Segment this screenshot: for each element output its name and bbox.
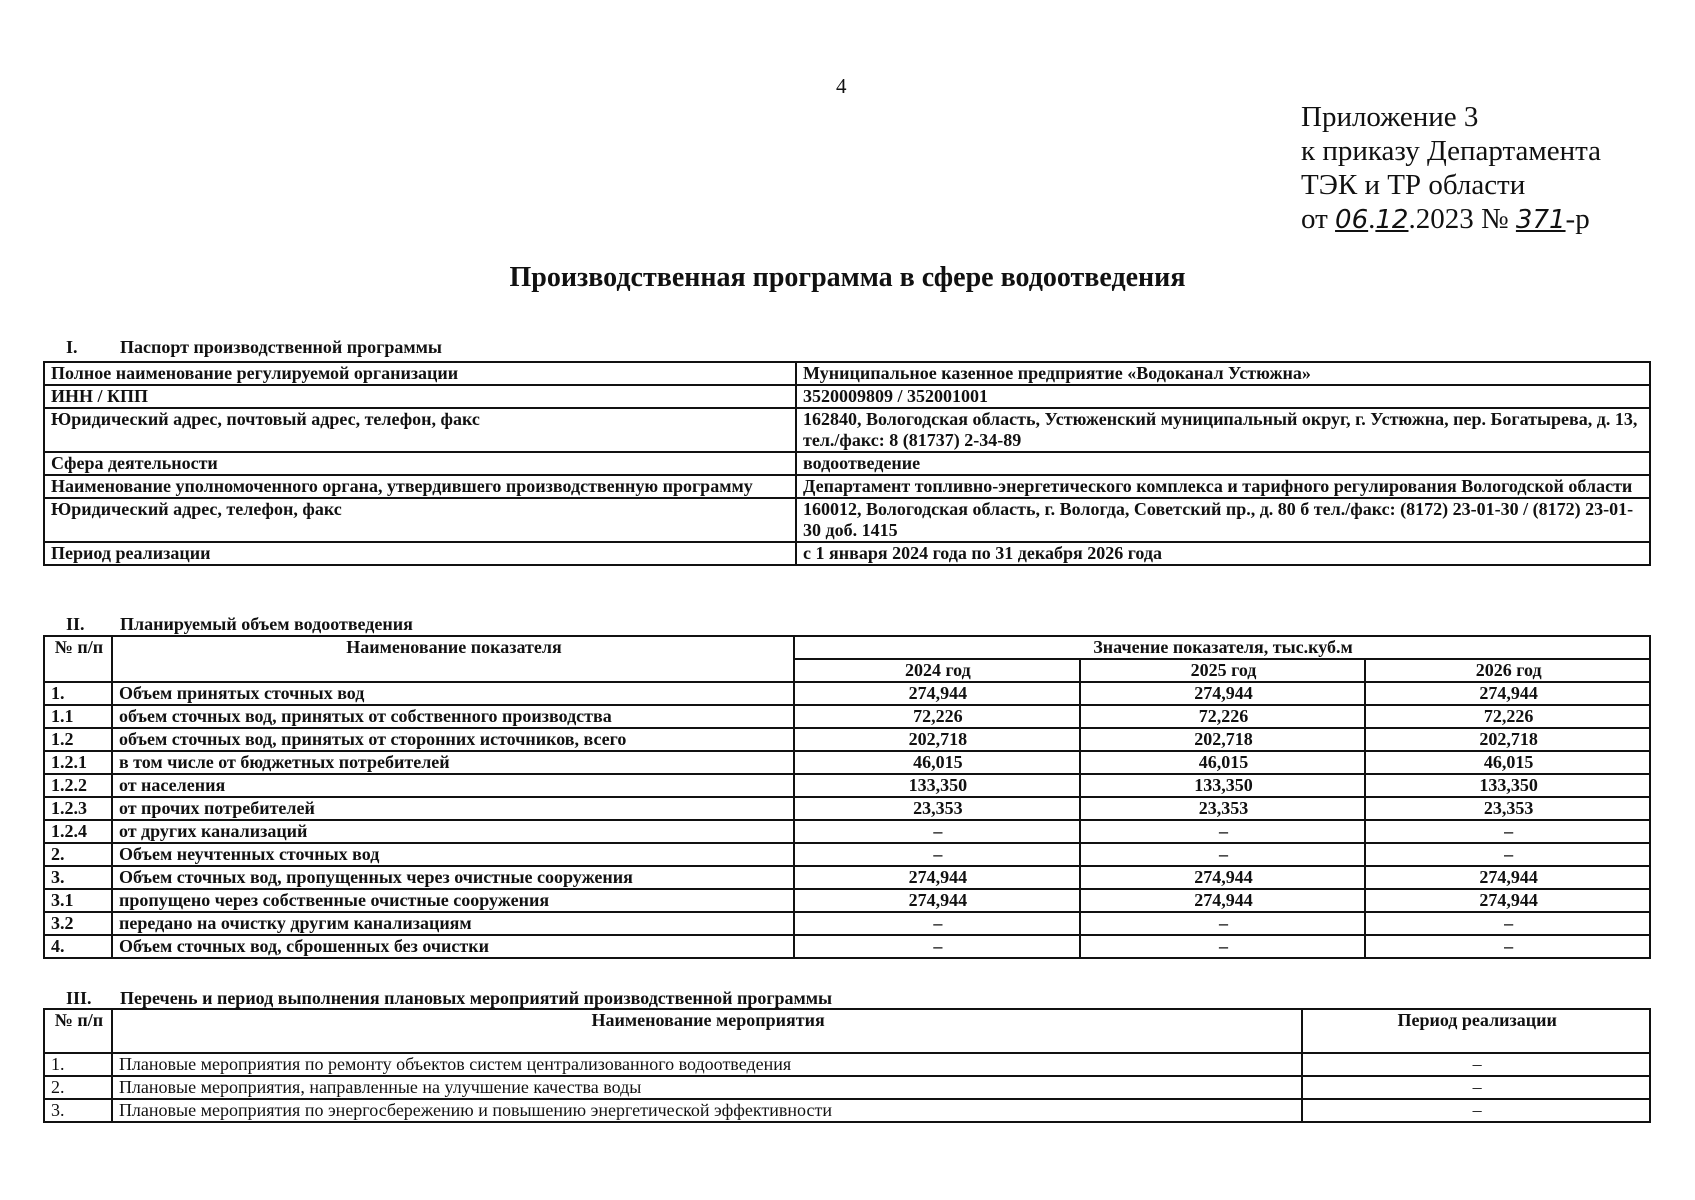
measure-name: Плановые мероприятия по энергосбережению и повышению энергетической эффективности [112, 1099, 1302, 1122]
indicator-value: 72,226 [794, 705, 1080, 728]
year-header: 2026 год [1365, 659, 1650, 682]
indicator-name: объем сточных вод, принятых от собственного производства [112, 705, 794, 728]
volume-table [43, 635, 1651, 959]
col-num-header: № п/п [44, 636, 112, 682]
measure-name: Плановые мероприятия по ремонту объектов систем централизованного водоотведения [112, 1053, 1302, 1076]
indicator-value: – [794, 820, 1080, 843]
page-number: 4 [836, 74, 847, 98]
row-number: 4. [44, 935, 112, 958]
passport-label: Наименование уполномоченного органа, утвердившего производственную программу [44, 475, 796, 498]
indicator-value: 133,350 [1080, 774, 1366, 797]
year-header: 2024 год [794, 659, 1080, 682]
volume-row [44, 751, 1650, 774]
appendix-line3: ТЭК и ТР области [1301, 169, 1526, 201]
passport-value: 160012, Вологодская область, г. Вологда, Советский пр., д. 80 б тел./факс: (8172) 23-01-30 / (8172) 23-01-30 доб. 1415 [796, 498, 1650, 542]
volume-row [44, 820, 1650, 843]
indicator-name: Объем сточных вод, пропущенных через очистные сооружения [112, 866, 794, 889]
indicator-value: 46,015 [1365, 751, 1650, 774]
volume-table-header-row [44, 636, 1650, 659]
document-title: Производственная программа в сфере водоотведения [509, 262, 1186, 293]
measure-name: Плановые мероприятия, направленные на улучшение качества воды [112, 1076, 1302, 1099]
section1-title: Паспорт производственной программы [120, 337, 442, 357]
indicator-name: от населения [112, 774, 794, 797]
row-number: 1. [44, 1053, 112, 1076]
passport-row [44, 362, 1650, 385]
indicator-value: 274,944 [1365, 889, 1650, 912]
indicator-value: – [1365, 820, 1650, 843]
indicator-name: от прочих потребителей [112, 797, 794, 820]
passport-label: Юридический адрес, почтовый адрес, телефон, факс [44, 408, 796, 452]
measures-table-header-row [44, 1009, 1650, 1053]
indicator-value: – [1365, 935, 1650, 958]
date-day: 06 [1335, 205, 1369, 235]
passport-label: ИНН / КПП [44, 385, 796, 408]
date-month: 12 [1375, 205, 1409, 235]
indicator-value: 72,226 [1080, 705, 1366, 728]
indicator-value: – [1080, 935, 1366, 958]
col-name-header: Наименование мероприятия [112, 1009, 1302, 1053]
volume-row [44, 843, 1650, 866]
measures-table [43, 1008, 1651, 1123]
date-dot: . [1368, 203, 1376, 235]
indicator-value: – [1365, 912, 1650, 935]
indicator-value: 46,015 [1080, 751, 1366, 774]
indicator-value: 23,353 [794, 797, 1080, 820]
indicator-value: 274,944 [794, 866, 1080, 889]
row-number: 3. [44, 866, 112, 889]
indicator-value: 72,226 [1365, 705, 1650, 728]
section3-heading [66, 988, 832, 1009]
measure-row [44, 1053, 1650, 1076]
passport-value: с 1 января 2024 года по 31 декабря 2026 года [796, 542, 1650, 565]
passport-value: водоотведение [796, 452, 1650, 475]
indicator-value: – [794, 912, 1080, 935]
indicator-name: пропущено через собственные очистные сооружения [112, 889, 794, 912]
date-year: .2023 № [1408, 203, 1516, 235]
indicator-name: передано на очистку другим канализациям [112, 912, 794, 935]
row-number: 1.2.1 [44, 751, 112, 774]
section3-title: Перечень и период выполнения плановых мероприятий производственной программы [120, 988, 833, 1008]
row-number: 2. [44, 1076, 112, 1099]
measure-row [44, 1099, 1650, 1122]
passport-value: 162840, Вологодская область, Устюженский муниципальный округ, г. Устюжна, пер. Богатырева, д. 13, тел./факс: 8 (81737) 2-34-89 [796, 408, 1650, 452]
date-prefix: от [1301, 203, 1336, 235]
indicator-value: – [1080, 843, 1366, 866]
measure-row [44, 1076, 1650, 1099]
order-number: 371 [1515, 205, 1566, 235]
volume-row [44, 705, 1650, 728]
col-name-header: Наименование показателя [112, 636, 794, 682]
passport-label: Период реализации [44, 542, 796, 565]
section2-title: Планируемый объем водоотведения [120, 614, 413, 634]
row-number: 1.2.3 [44, 797, 112, 820]
passport-row [44, 498, 1650, 542]
year-header: 2025 год [1080, 659, 1366, 682]
indicator-value: 133,350 [1365, 774, 1650, 797]
appendix-line2: к приказу Департамента [1301, 135, 1602, 167]
measure-period: – [1302, 1053, 1650, 1076]
passport-table [43, 361, 1651, 566]
passport-row [44, 385, 1650, 408]
indicator-value: 202,718 [1080, 728, 1366, 751]
volume-row [44, 912, 1650, 935]
volume-row [44, 774, 1650, 797]
passport-row [44, 408, 1650, 452]
section1-number: I. [66, 337, 78, 357]
indicator-value: 274,944 [794, 682, 1080, 705]
indicator-value: 274,944 [794, 889, 1080, 912]
passport-label: Юридический адрес, телефон, факс [44, 498, 796, 542]
indicator-value: 274,944 [1080, 889, 1366, 912]
indicator-value: 274,944 [1080, 682, 1366, 705]
section2-heading [66, 614, 413, 635]
volume-row [44, 682, 1650, 705]
passport-value: Муниципальное казенное предприятие «Водоканал Устюжна» [796, 362, 1650, 385]
indicator-value: 133,350 [794, 774, 1080, 797]
volume-row [44, 935, 1650, 958]
passport-value: Департамент топливно-энергетического комплекса и тарифного регулирования Вологодской области [796, 475, 1650, 498]
passport-label: Полное наименование регулируемой организации [44, 362, 796, 385]
indicator-name: Объем сточных вод, сброшенных без очистки [112, 935, 794, 958]
indicator-name: объем сточных вод, принятых от сторонних источников, всего [112, 728, 794, 751]
row-number: 1. [44, 682, 112, 705]
indicator-value: – [1080, 912, 1366, 935]
volume-row [44, 797, 1650, 820]
passport-label: Сфера деятельности [44, 452, 796, 475]
row-number: 3. [44, 1099, 112, 1122]
order-suffix: -р [1565, 203, 1590, 235]
volume-row [44, 728, 1650, 751]
row-number: 2. [44, 843, 112, 866]
volume-row [44, 866, 1650, 889]
row-number: 1.1 [44, 705, 112, 728]
indicator-name: Объем принятых сточных вод [112, 682, 794, 705]
indicator-value: 23,353 [1365, 797, 1650, 820]
section2-number: II. [66, 614, 85, 634]
section3-number: III. [66, 988, 92, 1008]
passport-value: 3520009809 / 352001001 [796, 385, 1650, 408]
row-number: 1.2.2 [44, 774, 112, 797]
indicator-value: 202,718 [794, 728, 1080, 751]
indicator-name: от других канализаций [112, 820, 794, 843]
indicator-value: – [1080, 820, 1366, 843]
row-number: 1.2 [44, 728, 112, 751]
indicator-value: 274,944 [1365, 866, 1650, 889]
volume-row [44, 889, 1650, 912]
indicator-name: в том числе от бюджетных потребителей [112, 751, 794, 774]
passport-row [44, 542, 1650, 565]
col-period-header: Период реализации [1302, 1009, 1650, 1053]
indicator-name: Объем неучтенных сточных вод [112, 843, 794, 866]
appendix-block [1301, 100, 1601, 237]
indicator-value: 202,718 [1365, 728, 1650, 751]
passport-row [44, 475, 1650, 498]
indicator-value: – [794, 935, 1080, 958]
col-value-header: Значение показателя, тыс.куб.м [794, 636, 1650, 659]
indicator-value: 274,944 [1080, 866, 1366, 889]
indicator-value: – [1365, 843, 1650, 866]
row-number: 1.2.4 [44, 820, 112, 843]
passport-row [44, 452, 1650, 475]
measure-period: – [1302, 1076, 1650, 1099]
indicator-value: 23,353 [1080, 797, 1366, 820]
measure-period: – [1302, 1099, 1650, 1122]
row-number: 3.2 [44, 912, 112, 935]
section1-heading [66, 337, 442, 358]
indicator-value: 274,944 [1365, 682, 1650, 705]
indicator-value: – [794, 843, 1080, 866]
appendix-date-line [1301, 202, 1601, 237]
row-number: 3.1 [44, 889, 112, 912]
appendix-line1: Приложение 3 [1301, 101, 1479, 133]
indicator-value: 46,015 [794, 751, 1080, 774]
col-num-header: № п/п [44, 1009, 112, 1053]
